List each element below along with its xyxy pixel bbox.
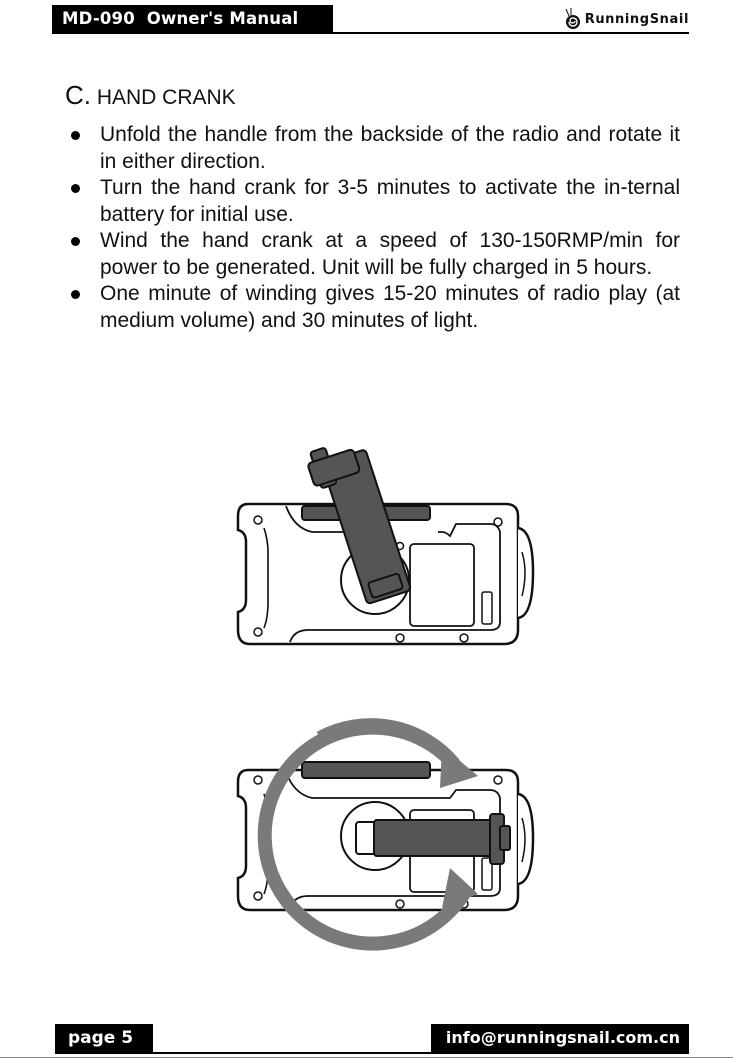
list-item: Unfold the handle from the backside of the radio and rotate it in either direction. [68,122,680,175]
brand-logo [563,7,689,31]
page-header [52,5,689,35]
bullet-icon [71,290,80,299]
footer-rule [55,1052,689,1054]
manual-title: MD-090 Owner's Manual [52,5,333,33]
instruction-list [68,122,680,334]
list-item: One minute of winding gives 15-20 minutes of radio play (at medium volume) and 30 minutes of light. [68,281,680,334]
contact-email[interactable]: info@runningsnail.com.cn [431,1024,689,1052]
section-title: HAND CRANK [96,86,236,109]
list-item: Turn the hand crank for 3-5 minutes to activate the in-ternal battery for initial use. [68,175,680,228]
section-heading [65,80,236,111]
brand-name: RunningSnail [584,11,689,27]
page-edge [0,1057,733,1058]
crank-folded-illustration [228,432,543,657]
section-letter: C. [65,80,91,110]
list-item: Wind the hand crank at a speed of 130-150RMP/min for power to be generated. Unit will be fully charged in 5 hours. [68,228,680,281]
page-footer [55,1024,689,1054]
header-rule [52,32,689,34]
bullet-icon [71,131,80,140]
bullet-icon [71,237,80,246]
snail-icon [563,8,583,30]
page-number: page 5 [55,1024,153,1052]
bullet-icon [71,184,80,193]
crank-rotation-illustration [228,718,543,958]
